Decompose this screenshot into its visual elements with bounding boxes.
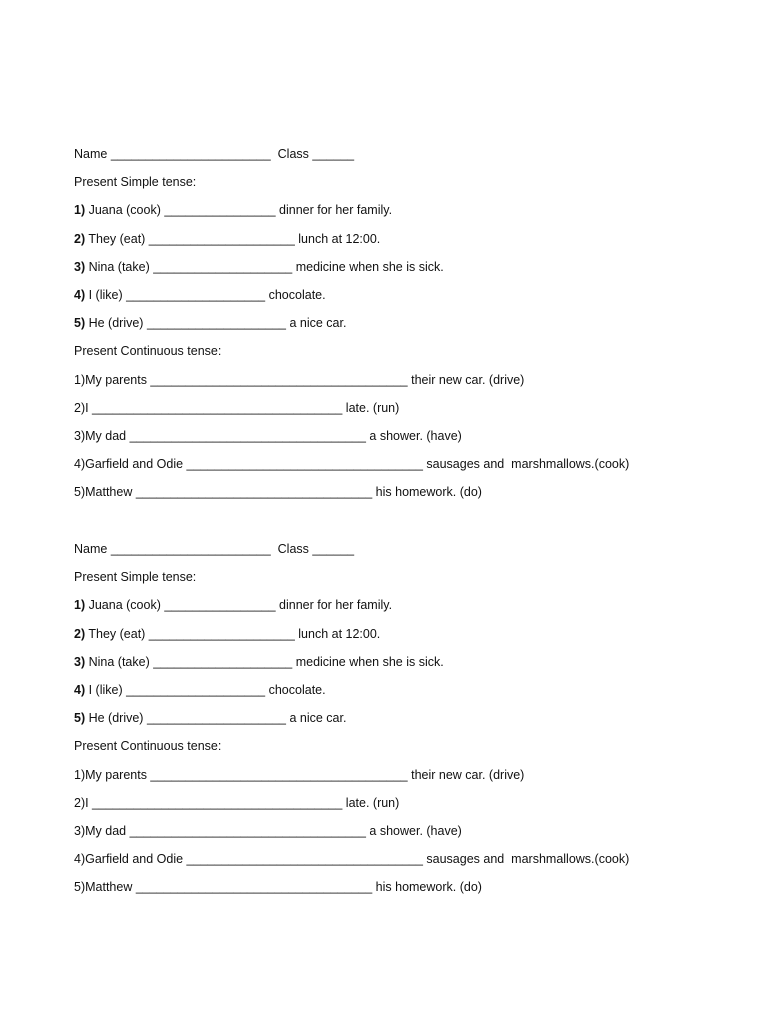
exercise-continuous-2: 2)I ____________________________________ late. (run): [74, 795, 400, 810]
exercise-text: He (drive) ____________________ a nice car.: [85, 316, 347, 331]
exercise-text: He (drive) ____________________ a nice car.: [85, 711, 347, 726]
exercise-text: They (eat) _____________________ lunch at 12:00.: [85, 231, 381, 246]
exercise-text: They (eat) _____________________ lunch at 12:00.: [85, 626, 381, 641]
exercise-simple-4: [74, 682, 694, 710]
name-class-line: Name _______________________ Class ______: [74, 147, 355, 161]
exercise-continuous-1: 1)My parents _____________________________________ their new car. (drive): [74, 767, 525, 782]
exercise-number: 1): [74, 203, 86, 218]
exercise-simple-1: [74, 202, 694, 230]
section-title-present-continuous: Present Continuous tense:: [74, 739, 222, 754]
section-title-present-continuous: Present Continuous tense:: [74, 344, 222, 359]
exercise-number: 4): [74, 287, 86, 302]
exercise-simple-3: [74, 654, 694, 682]
exercise-number: 4): [74, 682, 86, 697]
exercise-number: 5): [74, 316, 86, 331]
exercise-text: Nina (take) ____________________ medicine when she is sick.: [85, 654, 444, 669]
exercise-number: 1): [74, 598, 86, 613]
exercise-continuous-3: 3)My dad __________________________________ a shower. (have): [74, 428, 462, 443]
exercise-text: Juana (cook) ________________ dinner for her family.: [85, 598, 393, 613]
exercise-continuous-5: 5)Matthew __________________________________ his homework. (do): [74, 485, 482, 500]
exercise-continuous-5: 5)Matthew __________________________________ his homework. (do): [74, 880, 482, 895]
exercise-simple-5: [74, 710, 694, 738]
exercise-number: 2): [74, 626, 86, 641]
exercise-continuous-3: 3)My dad __________________________________ a shower. (have): [74, 823, 462, 838]
exercise-text: Juana (cook) ________________ dinner for her family.: [85, 203, 393, 218]
exercise-continuous-4: 4)Garfield and Odie __________________________________ sausages and marshmallows.(cook): [74, 852, 630, 867]
exercise-simple-2: [74, 626, 694, 654]
exercise-number: 3): [74, 654, 86, 669]
name-class-line: Name _______________________ Class ______: [74, 542, 355, 556]
exercise-continuous-2: 2)I ____________________________________ late. (run): [74, 400, 400, 415]
worksheet-1: [74, 146, 694, 512]
exercise-text: I (like) ____________________ chocolate.: [85, 682, 326, 697]
exercise-number: 3): [74, 259, 86, 274]
exercise-simple-4: [74, 287, 694, 315]
exercise-text: Nina (take) ____________________ medicine when she is sick.: [85, 259, 444, 274]
exercise-number: 5): [74, 711, 86, 726]
section-title-present-simple: Present Simple tense:: [74, 175, 197, 190]
exercise-simple-3: [74, 259, 694, 287]
section-title-present-simple: Present Simple tense:: [74, 570, 197, 585]
exercise-continuous-1: 1)My parents _____________________________________ their new car. (drive): [74, 372, 525, 387]
exercise-text: I (like) ____________________ chocolate.: [85, 287, 326, 302]
exercise-simple-1: [74, 597, 694, 625]
exercise-continuous-4: 4)Garfield and Odie __________________________________ sausages and marshmallows.(cook): [74, 457, 630, 472]
worksheet-2: [74, 541, 694, 907]
exercise-simple-5: [74, 315, 694, 343]
exercise-simple-2: [74, 231, 694, 259]
exercise-number: 2): [74, 231, 86, 246]
